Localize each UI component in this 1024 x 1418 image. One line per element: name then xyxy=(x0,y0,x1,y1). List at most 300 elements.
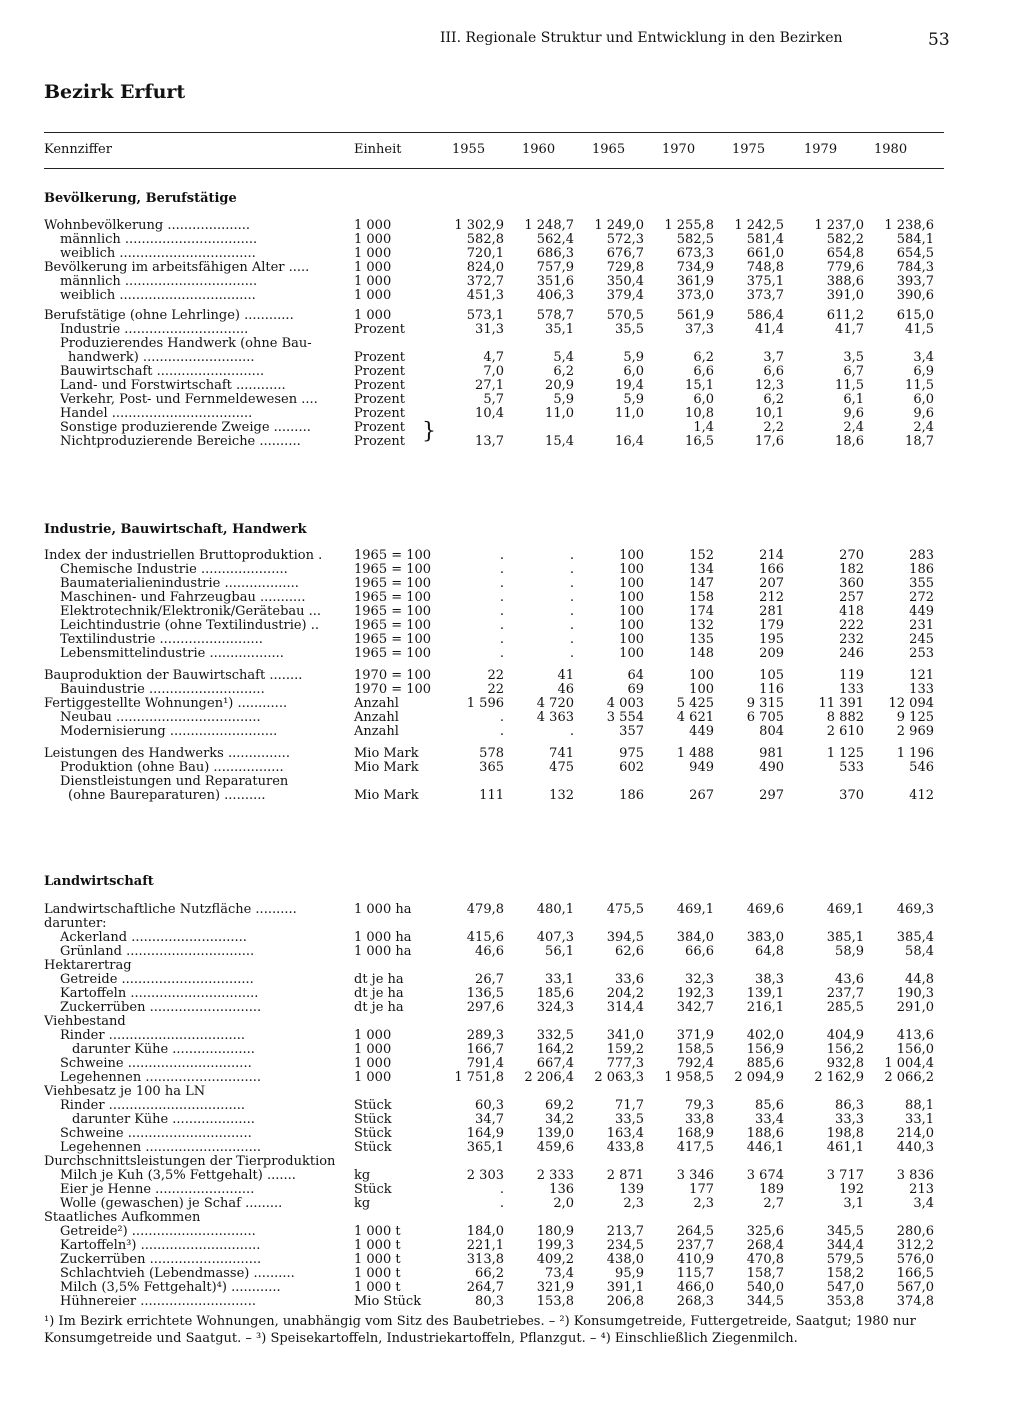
row-unit: Prozent xyxy=(354,322,405,337)
row-label: (ohne Baureparaturen) .......... xyxy=(68,789,266,803)
table-row xyxy=(44,1295,944,1309)
cell-value: 1 237,0 xyxy=(814,218,864,233)
table-row xyxy=(44,761,944,775)
cell-value: 1 596 xyxy=(466,696,504,711)
cell-value: 433,8 xyxy=(606,1140,644,1155)
row-unit: 1 000 t xyxy=(354,1238,401,1253)
cell-value: 654,5 xyxy=(896,246,934,261)
cell-value: 257 xyxy=(839,590,864,605)
cell-value: 385,4 xyxy=(896,930,934,945)
row-label: Legehennen ............................ xyxy=(60,1071,262,1085)
cell-value: 374,8 xyxy=(896,1294,934,1309)
row-unit: 1 000 ha xyxy=(354,902,412,917)
cell-value: 7,0 xyxy=(483,364,504,379)
cell-value: 136 xyxy=(549,1182,574,1197)
brace-icon: } xyxy=(422,419,436,444)
table-row xyxy=(44,219,944,233)
cell-value: 44,8 xyxy=(905,972,934,987)
cell-value: 5 425 xyxy=(676,696,714,711)
cell-value: 547,0 xyxy=(826,1280,864,1295)
row-label: Sonstige produzierende Zweige ......... xyxy=(60,421,311,435)
cell-value: 100 xyxy=(619,604,644,619)
row-label: Dienstleistungen und Reparaturen xyxy=(60,775,289,789)
table-row xyxy=(44,1085,944,1099)
cell-value: 581,4 xyxy=(746,232,784,247)
cell-value: 394,5 xyxy=(606,930,644,945)
cell-value: 66,6 xyxy=(685,944,714,959)
row-label: Legehennen ............................ xyxy=(60,1141,262,1155)
cell-value: 804 xyxy=(759,724,784,739)
cell-value: 4 363 xyxy=(536,710,574,725)
cell-value: 80,3 xyxy=(475,1294,504,1309)
cell-value: . xyxy=(499,710,504,725)
cell-value: 182 xyxy=(839,562,864,577)
cell-value: 2 063,3 xyxy=(594,1070,644,1085)
cell-value: 204,2 xyxy=(606,986,644,1001)
cell-value: 245 xyxy=(909,632,934,647)
cell-value: 582,8 xyxy=(466,232,504,247)
row-unit: kg xyxy=(354,1196,371,1211)
row-label: Rinder ................................. xyxy=(60,1099,246,1113)
cell-value: 158 xyxy=(689,590,714,605)
cell-value: 3,1 xyxy=(843,1196,864,1211)
cell-value: 100 xyxy=(619,576,644,591)
cell-value: 33,1 xyxy=(905,1112,934,1127)
cell-value: 3 346 xyxy=(676,1168,714,1183)
cell-value: 27,1 xyxy=(475,378,504,393)
row-label: Lebensmittelindustrie .................. xyxy=(60,647,284,661)
row-unit: Stück xyxy=(354,1182,392,1197)
cell-value: 351,6 xyxy=(536,274,574,289)
table-row xyxy=(44,725,944,739)
cell-value: 185,6 xyxy=(536,986,574,1001)
cell-value: 373,0 xyxy=(676,288,714,303)
row-unit: Prozent xyxy=(354,406,405,421)
row-label: Produktion (ohne Bau) ................. xyxy=(60,761,284,775)
cell-value: 440,3 xyxy=(896,1140,934,1155)
cell-value: 546 xyxy=(909,760,934,775)
cell-value: 73,4 xyxy=(545,1266,574,1281)
cell-value: 285,5 xyxy=(826,1000,864,1015)
table-row xyxy=(44,1029,944,1043)
cell-value: 582,5 xyxy=(676,232,714,247)
table-row xyxy=(44,987,944,1001)
cell-value: 231 xyxy=(909,618,934,633)
cell-value: 654,8 xyxy=(826,246,864,261)
cell-value: 214,0 xyxy=(896,1126,934,1141)
cell-value: 562,4 xyxy=(536,232,574,247)
row-label: Zuckerrüben ........................... xyxy=(60,1253,262,1267)
table-row xyxy=(44,633,944,647)
table-row xyxy=(44,435,944,449)
cell-value: 415,6 xyxy=(466,930,504,945)
cell-value: 372,7 xyxy=(466,274,504,289)
table-row xyxy=(44,323,944,337)
cell-value: 31,3 xyxy=(475,322,504,337)
cell-value: 729,8 xyxy=(606,260,644,275)
row-label: Industrie .............................. xyxy=(60,323,249,337)
row-unit: Mio Mark xyxy=(354,760,419,775)
cell-value: 2,7 xyxy=(763,1196,784,1211)
row-unit: 1 000 xyxy=(354,308,392,323)
cell-value: 35,1 xyxy=(545,322,574,337)
cell-value: 174 xyxy=(689,604,714,619)
row-label: Milch (3,5% Fettgehalt)⁴) ............ xyxy=(60,1281,281,1295)
cell-value: 4,7 xyxy=(483,350,504,365)
cell-value: . xyxy=(569,646,574,661)
cell-value: 66,2 xyxy=(475,1266,504,1281)
table-row xyxy=(44,945,944,959)
row-label: Schweine .............................. xyxy=(60,1057,252,1071)
row-label: Viehbesatz je 100 ha LN xyxy=(44,1085,206,1099)
row-label: darunter Kühe .................... xyxy=(72,1043,255,1057)
cell-value: 586,4 xyxy=(746,308,784,323)
row-label: Land- und Forstwirtschaft ............ xyxy=(60,379,286,393)
cell-value: 148 xyxy=(689,646,714,661)
table-row xyxy=(44,747,944,761)
cell-value: 410,9 xyxy=(676,1252,714,1267)
cell-value: 15,1 xyxy=(685,378,714,393)
cell-value: 281 xyxy=(759,604,784,619)
table-row xyxy=(44,1113,944,1127)
cell-value: 19,4 xyxy=(615,378,644,393)
table-row xyxy=(44,407,944,421)
cell-value: 344,5 xyxy=(746,1294,784,1309)
row-label: Hühnereier ............................ xyxy=(60,1295,256,1309)
cell-value: 667,4 xyxy=(536,1056,574,1071)
page-title: Bezirk Erfurt xyxy=(44,81,186,103)
cell-value: 16,4 xyxy=(615,434,644,449)
cell-value: 133 xyxy=(839,682,864,697)
cell-value: 35,5 xyxy=(615,322,644,337)
cell-value: 188,6 xyxy=(746,1126,784,1141)
row-unit: Prozent xyxy=(354,364,405,379)
cell-value: 71,7 xyxy=(615,1098,644,1113)
cell-value: 270 xyxy=(839,548,864,563)
cell-value: 470,8 xyxy=(746,1252,784,1267)
row-label: Milch je Kuh (3,5% Fettgehalt) ....... xyxy=(60,1169,296,1183)
cell-value: 237,7 xyxy=(826,986,864,1001)
cell-value: . xyxy=(569,590,574,605)
table-row xyxy=(44,577,944,591)
cell-value: 321,9 xyxy=(536,1280,574,1295)
cell-value: 2 610 xyxy=(826,724,864,739)
section-title: Bevölkerung, Berufstätige xyxy=(44,191,237,206)
cell-value: 365 xyxy=(479,760,504,775)
cell-value: 469,1 xyxy=(826,902,864,917)
table-row xyxy=(44,619,944,633)
cell-value: 37,3 xyxy=(685,322,714,337)
cell-value: 578 xyxy=(479,746,504,761)
table-row xyxy=(44,1071,944,1085)
header-year: 1955 xyxy=(452,142,486,157)
row-unit: dt je ha xyxy=(354,972,404,987)
cell-value: 418 xyxy=(839,604,864,619)
cell-value: 283 xyxy=(909,548,934,563)
cell-value: 177 xyxy=(689,1182,714,1197)
cell-value: 402,0 xyxy=(746,1028,784,1043)
row-unit: 1965 = 100 xyxy=(354,604,432,619)
table-row xyxy=(44,563,944,577)
row-label: Bauwirtschaft .......................... xyxy=(60,365,265,379)
cell-value: 139 xyxy=(619,1182,644,1197)
table-row xyxy=(44,1253,944,1267)
cell-value: 390,6 xyxy=(896,288,934,303)
cell-value: 3,4 xyxy=(913,350,934,365)
cell-value: 2,4 xyxy=(913,420,934,435)
cell-value: 578,7 xyxy=(536,308,574,323)
cell-value: 116 xyxy=(759,682,784,697)
table-row xyxy=(44,669,944,683)
cell-value: 385,1 xyxy=(826,930,864,945)
cell-value: 2 206,4 xyxy=(524,1070,574,1085)
cell-value: 412 xyxy=(909,788,934,803)
row-label: männlich ................................ xyxy=(60,233,258,247)
cell-value: 885,6 xyxy=(746,1056,784,1071)
cell-value: 2 066,2 xyxy=(884,1070,934,1085)
table-row xyxy=(44,683,944,697)
row-unit: 1 000 xyxy=(354,1028,392,1043)
row-unit: kg xyxy=(354,1168,371,1183)
cell-value: 232 xyxy=(839,632,864,647)
cell-value: 9,6 xyxy=(843,406,864,421)
row-unit: 1965 = 100 xyxy=(354,632,432,647)
page-number: 53 xyxy=(928,30,950,50)
cell-value: 475,5 xyxy=(606,902,644,917)
cell-value: 207 xyxy=(759,576,784,591)
cell-value: 792,4 xyxy=(676,1056,714,1071)
header-year: 1960 xyxy=(522,142,556,157)
cell-value: 43,6 xyxy=(835,972,864,987)
cell-value: 561,9 xyxy=(676,308,714,323)
cell-value: 438,0 xyxy=(606,1252,644,1267)
cell-value: 289,3 xyxy=(466,1028,504,1043)
cell-value: 324,3 xyxy=(536,1000,574,1015)
cell-value: 355 xyxy=(909,576,934,591)
row-label: Baumaterialienindustrie .................. xyxy=(60,577,299,591)
cell-value: 206,8 xyxy=(606,1294,644,1309)
row-unit: Stück xyxy=(354,1126,392,1141)
cell-value: 41,4 xyxy=(755,322,784,337)
cell-value: 60,3 xyxy=(475,1098,504,1113)
cell-value: 6,2 xyxy=(693,350,714,365)
cell-value: 156,2 xyxy=(826,1042,864,1057)
row-unit: 1965 = 100 xyxy=(354,576,432,591)
cell-value: . xyxy=(569,632,574,647)
cell-value: . xyxy=(499,632,504,647)
cell-value: 5,7 xyxy=(483,392,504,407)
row-label: Bauproduktion der Bauwirtschaft ........ xyxy=(44,669,303,683)
cell-value: 6,1 xyxy=(843,392,864,407)
cell-value: 409,2 xyxy=(536,1252,574,1267)
row-label: Durchschnittsleistungen der Tierproduktion xyxy=(44,1155,336,1169)
row-unit: 1 000 ha xyxy=(354,944,412,959)
row-unit: Anzahl xyxy=(354,724,399,739)
row-unit: 1 000 xyxy=(354,1056,392,1071)
cell-value: 576,0 xyxy=(896,1252,934,1267)
cell-value: 6,6 xyxy=(763,364,784,379)
header-year: 1970 xyxy=(662,142,696,157)
cell-value: 673,3 xyxy=(676,246,714,261)
row-unit: Anzahl xyxy=(354,710,399,725)
cell-value: 69 xyxy=(627,682,644,697)
cell-value: 6,6 xyxy=(693,364,714,379)
cell-value: 221,1 xyxy=(466,1238,504,1253)
row-label: Leichtindustrie (ohne Textilindustrie) .. xyxy=(60,619,320,633)
table-header xyxy=(44,142,944,162)
cell-value: 46 xyxy=(557,682,574,697)
cell-value: 3 717 xyxy=(826,1168,864,1183)
cell-value: 10,8 xyxy=(685,406,714,421)
row-unit: Mio Mark xyxy=(354,746,419,761)
cell-value: 824,0 xyxy=(466,260,504,275)
cell-value: 100 xyxy=(619,646,644,661)
row-label: Ackerland ............................ xyxy=(60,931,247,945)
cell-value: 41 xyxy=(557,668,574,683)
cell-value: . xyxy=(569,548,574,563)
cell-value: 195 xyxy=(759,632,784,647)
header-year: 1965 xyxy=(592,142,626,157)
cell-value: 192,3 xyxy=(676,986,714,1001)
cell-value: 734,9 xyxy=(676,260,714,275)
cell-value: 312,2 xyxy=(896,1238,934,1253)
table-row xyxy=(44,549,944,563)
row-label: Staatliches Aufkommen xyxy=(44,1211,201,1225)
cell-value: 11,0 xyxy=(615,406,644,421)
cell-value: 253 xyxy=(909,646,934,661)
cell-value: 1 255,8 xyxy=(664,218,714,233)
row-label: Chemische Industrie ..................... xyxy=(60,563,288,577)
cell-value: . xyxy=(499,548,504,563)
cell-value: 1 004,4 xyxy=(884,1056,934,1071)
cell-value: 383,0 xyxy=(746,930,784,945)
table-row xyxy=(44,697,944,711)
table-row xyxy=(44,1099,944,1113)
cell-value: 480,1 xyxy=(536,902,574,917)
row-unit: Stück xyxy=(354,1098,392,1113)
cell-value: 393,7 xyxy=(896,274,934,289)
cell-value: 791,4 xyxy=(466,1056,504,1071)
cell-value: 34,7 xyxy=(475,1112,504,1127)
cell-value: . xyxy=(499,1182,504,1197)
cell-value: 163,4 xyxy=(606,1126,644,1141)
cell-value: 209 xyxy=(759,646,784,661)
table-row xyxy=(44,1001,944,1015)
cell-value: . xyxy=(499,1196,504,1211)
row-unit: 1 000 xyxy=(354,232,392,247)
row-label: darunter Kühe .................... xyxy=(72,1113,255,1127)
cell-value: 406,3 xyxy=(536,288,574,303)
table-row xyxy=(44,959,944,973)
cell-value: . xyxy=(569,562,574,577)
cell-value: 370 xyxy=(839,788,864,803)
row-unit: 1 000 xyxy=(354,218,392,233)
cell-value: 168,9 xyxy=(676,1126,714,1141)
section-title: Landwirtschaft xyxy=(44,874,154,889)
table-row xyxy=(44,1043,944,1057)
cell-value: 46,6 xyxy=(475,944,504,959)
cell-value: 533 xyxy=(839,760,864,775)
row-label: Produzierendes Handwerk (ohne Bau- xyxy=(60,337,312,351)
cell-value: 5,9 xyxy=(553,392,574,407)
cell-value: . xyxy=(569,604,574,619)
row-label: Wohnbevölkerung .................... xyxy=(44,219,251,233)
cell-value: 166 xyxy=(759,562,784,577)
cell-value: 10,1 xyxy=(755,406,784,421)
cell-value: 100 xyxy=(619,632,644,647)
running-head: III. Regionale Struktur und Entwicklung in den Bezirken xyxy=(440,30,843,46)
cell-value: 198,8 xyxy=(826,1126,864,1141)
row-unit: Stück xyxy=(354,1112,392,1127)
cell-value: 166,7 xyxy=(466,1042,504,1057)
cell-value: 272 xyxy=(909,590,934,605)
cell-value: 199,3 xyxy=(536,1238,574,1253)
cell-value: 111 xyxy=(479,788,504,803)
cell-value: 159,2 xyxy=(606,1042,644,1057)
table-row xyxy=(44,1197,944,1211)
table-row xyxy=(44,379,944,393)
row-unit: 1 000 xyxy=(354,288,392,303)
cell-value: 64,8 xyxy=(755,944,784,959)
cell-value: 573,1 xyxy=(466,308,504,323)
table-row xyxy=(44,775,944,789)
cell-value: 100 xyxy=(619,548,644,563)
row-label: Maschinen- und Fahrzeugbau ........... xyxy=(60,591,306,605)
cell-value: 34,2 xyxy=(545,1112,574,1127)
cell-value: 8 882 xyxy=(826,710,864,725)
cell-value: 100 xyxy=(689,668,714,683)
cell-value: 12,3 xyxy=(755,378,784,393)
row-label: Kartoffeln³) ............................. xyxy=(60,1239,261,1253)
cell-value: 158,5 xyxy=(676,1042,714,1057)
row-label: Kartoffeln ............................... xyxy=(60,987,259,1001)
cell-value: 190,3 xyxy=(896,986,934,1001)
row-label: weiblich ................................. xyxy=(60,289,256,303)
cell-value: 189 xyxy=(759,1182,784,1197)
table-row xyxy=(44,1155,944,1169)
table-row xyxy=(44,973,944,987)
row-label: Getreide ................................ xyxy=(60,973,254,987)
row-label: darunter: xyxy=(44,917,107,931)
cell-value: 58,9 xyxy=(835,944,864,959)
row-label: Schweine .............................. xyxy=(60,1127,252,1141)
cell-value: 357 xyxy=(619,724,644,739)
cell-value: 11 391 xyxy=(818,696,864,711)
cell-value: 686,3 xyxy=(536,246,574,261)
row-label: Zuckerrüben ........................... xyxy=(60,1001,262,1015)
cell-value: 332,5 xyxy=(536,1028,574,1043)
cell-value: 139,0 xyxy=(536,1126,574,1141)
cell-value: 38,3 xyxy=(755,972,784,987)
header-year: 1975 xyxy=(732,142,766,157)
row-label: Bauindustrie ............................ xyxy=(60,683,265,697)
row-label: Textilindustrie ......................... xyxy=(60,633,263,647)
cell-value: 212 xyxy=(759,590,784,605)
cell-value: 100 xyxy=(619,562,644,577)
cell-value: 135 xyxy=(689,632,714,647)
cell-value: 379,4 xyxy=(606,288,644,303)
cell-value: 1 249,0 xyxy=(594,218,644,233)
cell-value: 975 xyxy=(619,746,644,761)
row-unit: 1965 = 100 xyxy=(354,562,432,577)
cell-value: 388,6 xyxy=(826,274,864,289)
cell-value: 136,5 xyxy=(466,986,504,1001)
cell-value: 121 xyxy=(909,668,934,683)
cell-value: 661,0 xyxy=(746,246,784,261)
row-label: Landwirtschaftliche Nutzfläche .......... xyxy=(44,903,297,917)
cell-value: 1 238,6 xyxy=(884,218,934,233)
cell-value: 466,0 xyxy=(676,1280,714,1295)
